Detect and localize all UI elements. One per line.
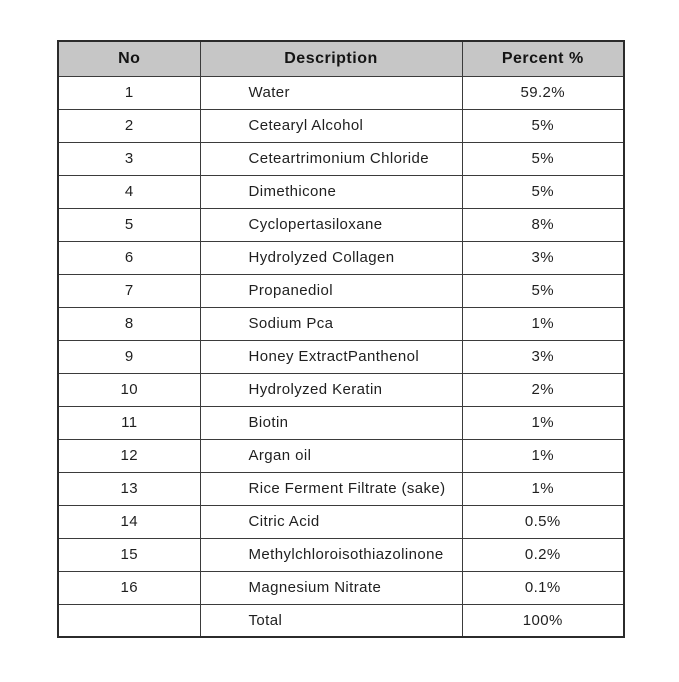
header-cell-description: Description: [200, 41, 462, 76]
cell-percent: 5%: [462, 175, 624, 208]
cell-desc: Magnesium Nitrate: [200, 571, 462, 604]
cell-desc: Honey ExtractPanthenol: [200, 340, 462, 373]
cell-percent: 3%: [462, 340, 624, 373]
table-row: [58, 274, 624, 307]
table-row: [58, 406, 624, 439]
cell-percent: 1%: [462, 406, 624, 439]
header-cell-percent: Percent %: [462, 41, 624, 76]
table-total-row: [58, 604, 624, 637]
table-row: [58, 439, 624, 472]
cell-no: 1: [58, 76, 200, 109]
cell-desc: Cetearyl Alcohol: [200, 109, 462, 142]
cell-no: 15: [58, 538, 200, 571]
cell-desc: Rice Ferment Filtrate (sake): [200, 472, 462, 505]
cell-desc: Hydrolyzed Collagen: [200, 241, 462, 274]
cell-no: 5: [58, 208, 200, 241]
cell-desc: Biotin: [200, 406, 462, 439]
cell-no: 7: [58, 274, 200, 307]
cell-desc: Sodium Pca: [200, 307, 462, 340]
cell-no: 2: [58, 109, 200, 142]
cell-percent: 100%: [462, 604, 624, 637]
cell-desc: Argan oil: [200, 439, 462, 472]
cell-desc: Hydrolyzed Keratin: [200, 373, 462, 406]
cell-no: 6: [58, 241, 200, 274]
cell-desc: Propanediol: [200, 274, 462, 307]
cell-no: 13: [58, 472, 200, 505]
cell-desc: Dimethicone: [200, 175, 462, 208]
table-row: [58, 208, 624, 241]
cell-no: 14: [58, 505, 200, 538]
cell-percent: 59.2%: [462, 76, 624, 109]
cell-percent: 5%: [462, 274, 624, 307]
cell-percent: 1%: [462, 472, 624, 505]
cell-percent: 1%: [462, 439, 624, 472]
cell-no: 8: [58, 307, 200, 340]
table-row: [58, 538, 624, 571]
table-row: [58, 505, 624, 538]
cell-percent: 0.5%: [462, 505, 624, 538]
cell-desc: Total: [200, 604, 462, 637]
cell-percent: 3%: [462, 241, 624, 274]
cell-no: 9: [58, 340, 200, 373]
table-row: [58, 571, 624, 604]
cell-percent: 2%: [462, 373, 624, 406]
table-row: [58, 76, 624, 109]
table-header-row: [58, 41, 624, 76]
cell-desc: Water: [200, 76, 462, 109]
table-row: [58, 307, 624, 340]
cell-percent: 1%: [462, 307, 624, 340]
table-row: [58, 109, 624, 142]
ingredients-table: [57, 40, 625, 638]
table-body: [58, 76, 624, 637]
cell-no: 3: [58, 142, 200, 175]
cell-no: 10: [58, 373, 200, 406]
cell-percent: 0.2%: [462, 538, 624, 571]
cell-no: 11: [58, 406, 200, 439]
cell-percent: 5%: [462, 142, 624, 175]
table-row: [58, 472, 624, 505]
table-row: [58, 340, 624, 373]
cell-no: [58, 604, 200, 637]
cell-desc: Ceteartrimonium Chloride: [200, 142, 462, 175]
table-row: [58, 142, 624, 175]
cell-percent: 5%: [462, 109, 624, 142]
cell-desc: Methylchloroisothiazolinone: [200, 538, 462, 571]
cell-no: 16: [58, 571, 200, 604]
cell-percent: 0.1%: [462, 571, 624, 604]
cell-percent: 8%: [462, 208, 624, 241]
cell-desc: Citric Acid: [200, 505, 462, 538]
cell-no: 4: [58, 175, 200, 208]
header-cell-no: No: [58, 41, 200, 76]
cell-no: 12: [58, 439, 200, 472]
table-row: [58, 241, 624, 274]
cell-desc: Cyclopertasiloxane: [200, 208, 462, 241]
table-row: [58, 373, 624, 406]
table-row: [58, 175, 624, 208]
